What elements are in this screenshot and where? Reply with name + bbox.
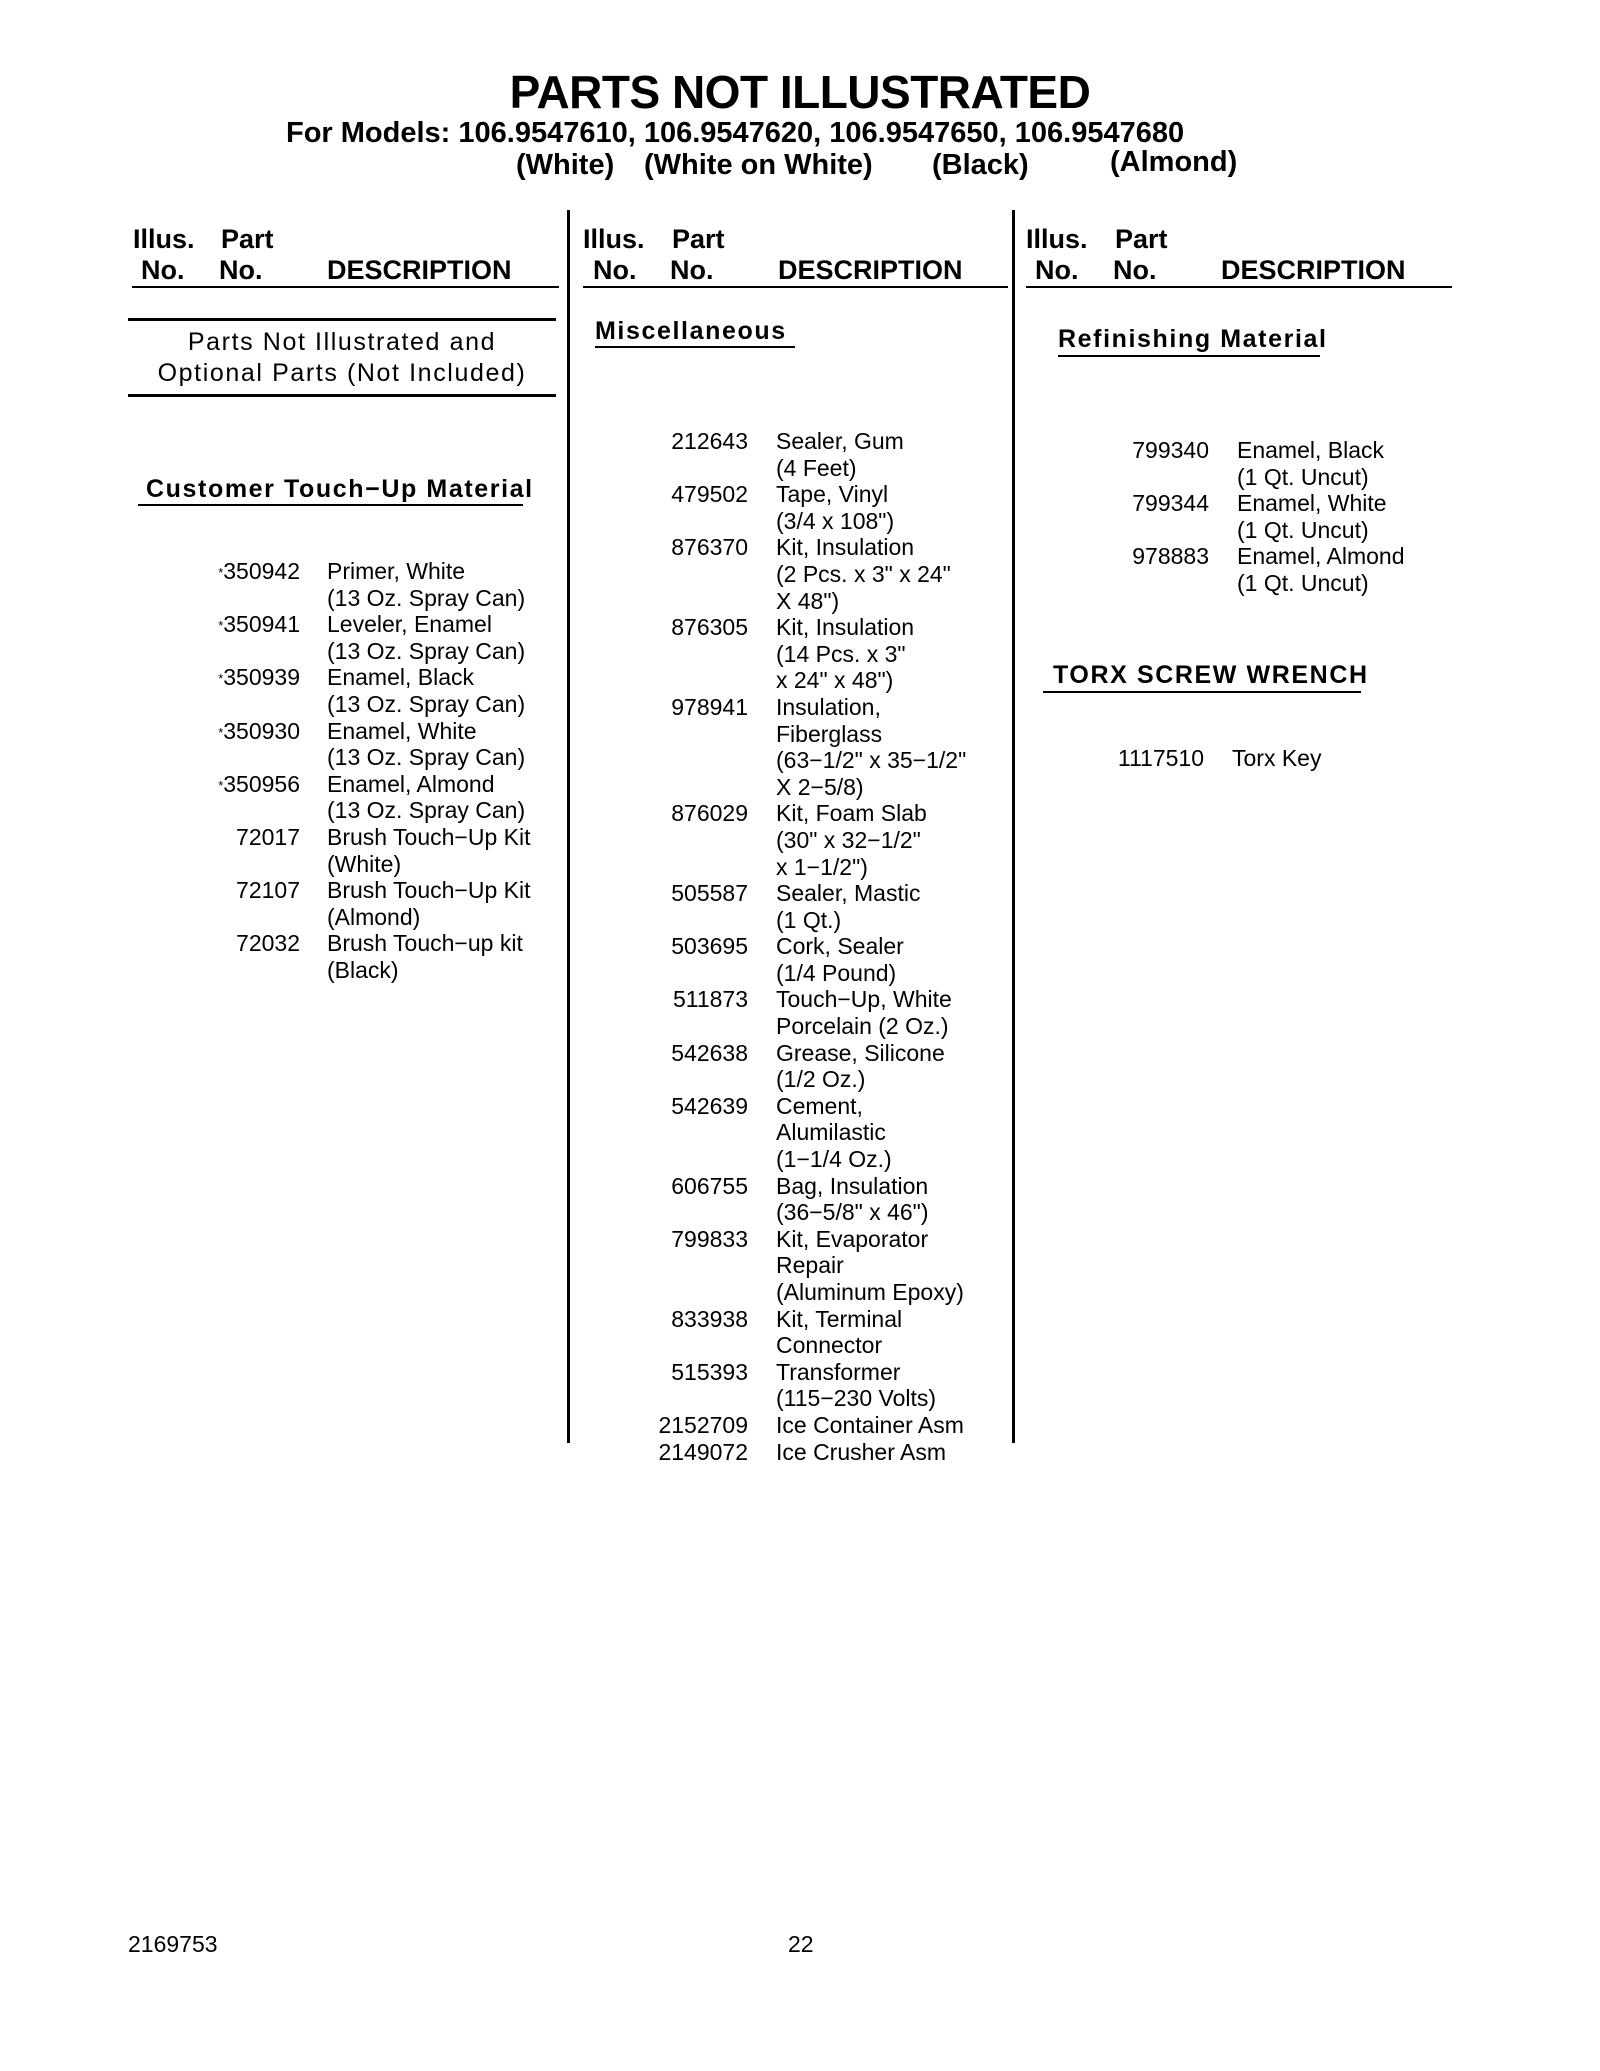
section-underline (1043, 691, 1361, 693)
middle-parts-list (590, 428, 966, 1465)
list-item (1033, 490, 1404, 543)
list-item (590, 481, 966, 534)
list-item (590, 614, 966, 694)
list-item (590, 1412, 966, 1439)
color-label-almond: (Almond) (1110, 146, 1238, 178)
part-description: Ice Crusher Asm (776, 1438, 946, 1465)
list-item (590, 1359, 966, 1412)
list-item (590, 1093, 966, 1173)
list-item (590, 800, 966, 880)
section-heading-refinishing-material: Refinishing Material (1058, 325, 1328, 353)
header-description: DESCRIPTION (1221, 255, 1406, 285)
part-description: Enamel, Black (1 Qt. Uncut) (1237, 437, 1385, 490)
list-item (590, 986, 966, 1039)
part-number: 350956 (223, 770, 300, 797)
document-number: 2169753 (128, 1931, 218, 1957)
list-item (140, 558, 531, 611)
part-number: 350930 (223, 717, 300, 744)
header-part: Part (1115, 224, 1168, 254)
part-description: Brush Touch−Up Kit (Almond) (327, 877, 531, 930)
header-description: DESCRIPTION (778, 255, 963, 285)
list-item (1033, 437, 1404, 490)
column-divider-right (1012, 210, 1015, 1443)
header-no: No. (141, 255, 185, 285)
page-number: 22 (788, 1931, 814, 1957)
list-item (140, 771, 531, 824)
column-divider-left (567, 210, 570, 1443)
part-number: 542638 (671, 1039, 748, 1066)
part-number: 350942 (223, 558, 300, 584)
part-number: 2149072 (658, 1438, 748, 1465)
part-description: Enamel, White (1 Qt. Uncut) (1237, 490, 1387, 543)
header-underline (132, 286, 559, 288)
list-item (590, 1306, 966, 1359)
asterisk-marker: * (218, 777, 224, 793)
part-number: 350939 (223, 664, 300, 691)
section-heading-miscellaneous: Miscellaneous (595, 317, 787, 345)
notice-top-rule (128, 318, 556, 321)
notice-line-1: Parts Not Illustrated and (187, 328, 497, 356)
asterisk-marker: * (218, 671, 224, 687)
list-item (590, 1226, 966, 1306)
part-number: 72017 (236, 823, 300, 850)
part-number: 212643 (671, 428, 748, 454)
header-illus: Illus. (583, 224, 645, 254)
list-item (590, 1173, 966, 1226)
color-label-black: (Black) (932, 149, 1029, 181)
list-item (590, 933, 966, 986)
list-item (590, 694, 966, 800)
part-description: Enamel, Almond (1 Qt. Uncut) (1237, 543, 1405, 596)
part-description: Bag, Insulation (36−5/8" x 46") (776, 1172, 929, 1226)
list-item (140, 824, 531, 877)
part-description: Touch−Up, White Porcelain (2 Oz.) (776, 986, 952, 1040)
section-underline (138, 504, 523, 506)
section-heading-customer-touch-up: Customer Touch−Up Material (146, 475, 534, 503)
section-heading-torx-screw-wrench: TORX SCREW WRENCH (1053, 661, 1369, 689)
part-number: 799833 (671, 1225, 748, 1252)
header-underline (583, 286, 1008, 288)
header-no: No. (219, 255, 263, 285)
part-description: Insulation, Fiberglass (63−1/2" x 35−1/2" X 2−5/8) (776, 693, 967, 800)
part-description: Cork, Sealer (1/4 Pound) (776, 933, 904, 986)
list-item (590, 428, 966, 481)
color-label-white-on-white: (White on White) (644, 149, 873, 181)
part-number: 978883 (1132, 543, 1209, 570)
color-label-white: (White) (516, 149, 615, 181)
models-subtitle: For Models: 106.9547610, 106.9547620, 106.9547650, 106.9547680 (286, 117, 1185, 149)
header-no: No. (593, 255, 637, 285)
header-illus: Illus. (133, 224, 195, 254)
part-description: Enamel, Almond (13 Oz. Spray Can) (327, 770, 526, 824)
part-number: 479502 (671, 481, 748, 508)
list-item (140, 718, 531, 771)
left-parts-list (140, 558, 531, 984)
part-description: Cement, Alumilastic (1−1/4 Oz.) (776, 1092, 892, 1173)
list-item (140, 930, 531, 983)
part-number: 2152709 (658, 1411, 748, 1438)
header-underline (1026, 286, 1452, 288)
header-description: DESCRIPTION (327, 255, 512, 285)
part-number: 505587 (671, 880, 748, 907)
part-number: 606755 (671, 1172, 748, 1199)
part-number: 515393 (671, 1358, 748, 1385)
part-description: Kit, Terminal Connector (776, 1305, 903, 1359)
list-item (140, 664, 531, 717)
part-number: 876370 (671, 534, 748, 561)
part-number: 542639 (671, 1092, 748, 1119)
part-number: 833938 (671, 1305, 748, 1332)
part-description: Enamel, Black (13 Oz. Spray Can) (327, 664, 526, 717)
part-number: 511873 (672, 986, 748, 1013)
header-part: Part (672, 224, 725, 254)
part-description: Transformer (115−230 Volts) (776, 1358, 937, 1412)
part-description: Ice Container Asm (776, 1411, 964, 1438)
section-underline (1058, 355, 1320, 357)
part-description: Kit, Insulation (2 Pcs. x 3" x 24" X 48") (776, 534, 951, 614)
part-description: Primer, White (13 Oz. Spray Can) (327, 558, 526, 611)
asterisk-marker: * (218, 724, 224, 740)
list-item (140, 611, 531, 664)
part-number: 1117510 (1117, 745, 1204, 771)
part-description: Sealer, Gum (4 Feet) (776, 428, 904, 481)
page-title: PARTS NOT ILLUSTRATED (509, 66, 1091, 118)
part-number: 72032 (236, 930, 300, 957)
part-description: Enamel, White (13 Oz. Spray Can) (327, 717, 526, 771)
section-underline (595, 346, 795, 348)
list-item (590, 1439, 966, 1466)
part-description: Grease, Silicone (1/2 Oz.) (776, 1039, 945, 1093)
part-description: Sealer, Mastic (1 Qt.) (776, 880, 921, 933)
notice-line-2: Optional Parts (Not Included) (157, 359, 527, 387)
list-item (140, 877, 531, 930)
part-description: Tape, Vinyl (3/4 x 108") (776, 481, 895, 534)
header-no: No. (1035, 255, 1079, 285)
list-item (590, 880, 966, 933)
torx-parts-list (1033, 745, 1321, 772)
part-description: Leveler, Enamel (13 Oz. Spray Can) (327, 611, 526, 664)
asterisk-marker: * (218, 565, 224, 580)
list-item (590, 1040, 966, 1093)
part-description: Kit, Foam Slab (30" x 32−1/2" x 1−1/2") (776, 800, 927, 880)
header-illus: Illus. (1026, 224, 1088, 254)
list-item (1033, 745, 1321, 772)
header-no: No. (670, 255, 714, 285)
part-number: 799340 (1132, 437, 1209, 463)
list-item (590, 534, 966, 614)
part-description: Brush Touch−Up Kit (White) (327, 823, 531, 877)
list-item (1033, 543, 1404, 596)
part-number: 503695 (671, 933, 748, 960)
part-description: Kit, Insulation (14 Pcs. x 3" x 24" x 48") (776, 614, 915, 694)
part-description: Brush Touch−up kit (Black) (327, 930, 523, 983)
part-description: Kit, Evaporator Repair (Aluminum Epoxy) (776, 1225, 964, 1305)
notice-bottom-rule (128, 394, 556, 397)
part-number: 978941 (671, 693, 748, 720)
header-no: No. (1113, 255, 1157, 285)
header-part: Part (221, 224, 274, 254)
part-description: Torx Key (1232, 745, 1322, 771)
part-number: 350941 (223, 611, 300, 638)
part-number: 876029 (671, 800, 748, 827)
part-number: 799344 (1132, 490, 1209, 517)
asterisk-marker: * (218, 618, 224, 634)
right-parts-list (1033, 437, 1404, 597)
part-number: 876305 (671, 614, 748, 641)
part-number: 72107 (236, 877, 300, 904)
